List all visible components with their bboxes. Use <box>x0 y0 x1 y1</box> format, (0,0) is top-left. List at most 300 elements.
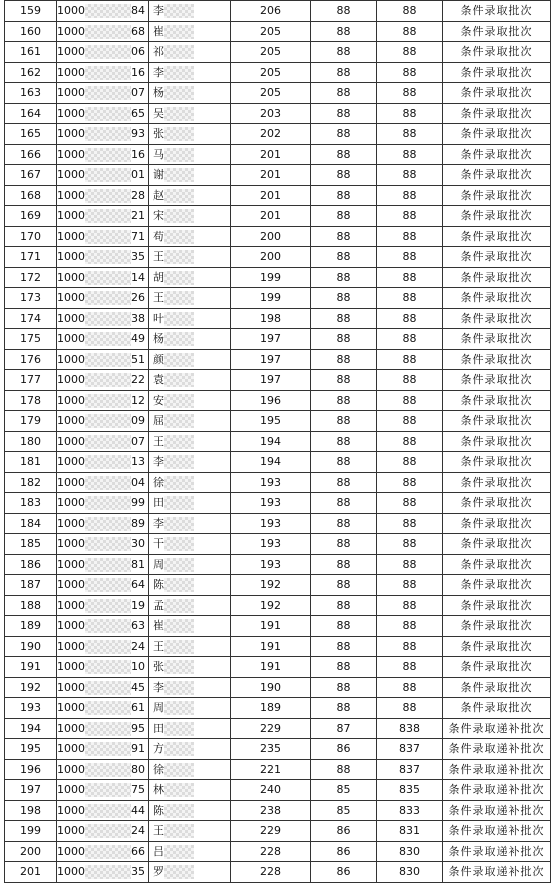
candidate-id-cell <box>57 452 149 473</box>
id-prefix: 1000 <box>57 701 85 715</box>
batch-cell: 条件录取批次 <box>443 329 551 350</box>
id-suffix: 16 <box>131 65 145 79</box>
score-cell: 240 <box>231 780 311 801</box>
rank-cell: 167 <box>5 165 57 186</box>
candidate-id-cell <box>57 657 149 678</box>
name-text: 屈 <box>153 414 164 428</box>
id-suffix: 75 <box>131 783 145 797</box>
candidate-id-cell <box>57 267 149 288</box>
score-cell: 191 <box>231 657 311 678</box>
table-row <box>5 370 551 391</box>
id-suffix: 66 <box>131 844 145 858</box>
id-suffix: 80 <box>131 762 145 776</box>
id-suffix: 30 <box>131 537 145 551</box>
candidate-id-cell <box>57 247 149 268</box>
candidate-id-cell <box>57 1 149 22</box>
name-text: 袁 <box>153 373 164 387</box>
name-text: 李 <box>153 455 164 469</box>
col5-cell: 88 <box>311 595 377 616</box>
name-cell <box>149 862 231 883</box>
col6-cell: 88 <box>377 575 443 596</box>
col5-cell: 88 <box>311 636 377 657</box>
col6-cell: 88 <box>377 1 443 22</box>
redaction-mask <box>164 209 194 223</box>
candidate-id-cell <box>57 226 149 247</box>
table-row <box>5 718 551 739</box>
rank-cell: 195 <box>5 739 57 760</box>
redaction-mask <box>85 168 131 182</box>
id-prefix: 1000 <box>57 660 85 674</box>
col5-cell: 88 <box>311 103 377 124</box>
id-prefix: 1000 <box>57 598 85 612</box>
redaction-mask <box>164 332 194 346</box>
name-cell <box>149 493 231 514</box>
name-text: 王 <box>153 291 164 305</box>
id-prefix: 1000 <box>57 742 85 756</box>
rank-cell: 182 <box>5 472 57 493</box>
redaction-mask <box>85 476 131 490</box>
rank-cell: 168 <box>5 185 57 206</box>
table-row <box>5 595 551 616</box>
col5-cell: 88 <box>311 144 377 165</box>
id-suffix: 09 <box>131 414 145 428</box>
table-row <box>5 267 551 288</box>
candidate-id-cell <box>57 206 149 227</box>
score-cell: 200 <box>231 247 311 268</box>
batch-cell: 条件录取批次 <box>443 83 551 104</box>
rank-cell: 159 <box>5 1 57 22</box>
rank-cell: 161 <box>5 42 57 63</box>
candidate-id-cell <box>57 124 149 145</box>
id-suffix: 45 <box>131 680 145 694</box>
id-suffix: 95 <box>131 721 145 735</box>
redaction-mask <box>164 558 194 572</box>
rank-cell: 185 <box>5 534 57 555</box>
table-row <box>5 821 551 842</box>
id-suffix: 63 <box>131 619 145 633</box>
name-text: 王 <box>153 639 164 653</box>
name-cell <box>149 288 231 309</box>
redaction-mask <box>85 558 131 572</box>
table-row <box>5 698 551 719</box>
table-row <box>5 226 551 247</box>
batch-cell: 条件录取批次 <box>443 534 551 555</box>
table-row <box>5 616 551 637</box>
score-cell: 199 <box>231 288 311 309</box>
rank-cell: 173 <box>5 288 57 309</box>
batch-cell: 条件录取递补批次 <box>443 821 551 842</box>
candidate-id-cell <box>57 144 149 165</box>
name-cell <box>149 390 231 411</box>
score-cell: 191 <box>231 636 311 657</box>
rank-cell: 199 <box>5 821 57 842</box>
candidate-id-cell <box>57 62 149 83</box>
col5-cell: 88 <box>311 1 377 22</box>
redaction-mask <box>164 537 194 551</box>
name-text: 张 <box>153 660 164 674</box>
redaction-mask <box>85 722 131 736</box>
name-text: 杨 <box>153 86 164 100</box>
name-text: 李 <box>153 65 164 79</box>
id-suffix: 07 <box>131 86 145 100</box>
col5-cell: 88 <box>311 185 377 206</box>
batch-cell: 条件录取批次 <box>443 42 551 63</box>
redaction-mask <box>85 783 131 797</box>
id-prefix: 1000 <box>57 147 85 161</box>
batch-cell: 条件录取批次 <box>443 62 551 83</box>
name-text: 干 <box>153 537 164 551</box>
name-cell <box>149 534 231 555</box>
name-text: 颜 <box>153 352 164 366</box>
score-cell: 194 <box>231 431 311 452</box>
batch-cell: 条件录取批次 <box>443 472 551 493</box>
id-prefix: 1000 <box>57 619 85 633</box>
score-cell: 199 <box>231 267 311 288</box>
id-suffix: 19 <box>131 598 145 612</box>
batch-cell: 条件录取批次 <box>443 226 551 247</box>
name-cell <box>149 247 231 268</box>
redaction-mask <box>164 394 194 408</box>
table-row <box>5 841 551 862</box>
name-text: 田 <box>153 721 164 735</box>
rank-cell: 164 <box>5 103 57 124</box>
table-row <box>5 575 551 596</box>
score-cell: 193 <box>231 493 311 514</box>
rank-cell: 200 <box>5 841 57 862</box>
col6-cell: 88 <box>377 472 443 493</box>
rank-cell: 170 <box>5 226 57 247</box>
redaction-mask <box>85 435 131 449</box>
name-text: 方 <box>153 742 164 756</box>
redaction-mask <box>164 517 194 531</box>
score-cell: 193 <box>231 554 311 575</box>
col6-cell: 88 <box>377 165 443 186</box>
redaction-mask <box>164 455 194 469</box>
name-cell <box>149 780 231 801</box>
candidate-id-cell <box>57 759 149 780</box>
col5-cell: 88 <box>311 493 377 514</box>
name-cell <box>149 206 231 227</box>
col6-cell: 88 <box>377 185 443 206</box>
rank-cell: 191 <box>5 657 57 678</box>
candidate-id-cell <box>57 288 149 309</box>
redaction-mask <box>164 619 194 633</box>
col6-cell: 831 <box>377 821 443 842</box>
redaction-mask <box>85 4 131 18</box>
redaction-mask <box>85 189 131 203</box>
name-cell <box>149 821 231 842</box>
candidate-id-cell <box>57 103 149 124</box>
redaction-mask <box>164 722 194 736</box>
redaction-mask <box>164 107 194 121</box>
name-text: 王 <box>153 250 164 264</box>
name-text: 崔 <box>153 24 164 38</box>
col6-cell: 830 <box>377 841 443 862</box>
score-cell: 201 <box>231 185 311 206</box>
batch-cell: 条件录取批次 <box>443 267 551 288</box>
id-prefix: 1000 <box>57 250 85 264</box>
name-cell <box>149 616 231 637</box>
name-text: 祁 <box>153 45 164 59</box>
col6-cell: 88 <box>377 329 443 350</box>
col6-cell: 88 <box>377 226 443 247</box>
rank-cell: 189 <box>5 616 57 637</box>
candidate-id-cell <box>57 636 149 657</box>
table-row <box>5 103 551 124</box>
name-cell <box>149 698 231 719</box>
score-cell: 193 <box>231 472 311 493</box>
redaction-mask <box>85 824 131 838</box>
redaction-mask <box>164 66 194 80</box>
score-cell: 193 <box>231 534 311 555</box>
batch-cell: 条件录取批次 <box>443 370 551 391</box>
batch-cell: 条件录取批次 <box>443 349 551 370</box>
name-cell <box>149 657 231 678</box>
col6-cell: 88 <box>377 144 443 165</box>
batch-cell: 条件录取批次 <box>443 124 551 145</box>
score-cell: 205 <box>231 42 311 63</box>
id-prefix: 1000 <box>57 537 85 551</box>
name-text: 孟 <box>153 598 164 612</box>
id-prefix: 1000 <box>57 65 85 79</box>
redaction-mask <box>85 209 131 223</box>
name-cell <box>149 83 231 104</box>
id-suffix: 12 <box>131 393 145 407</box>
id-prefix: 1000 <box>57 24 85 38</box>
col6-cell: 88 <box>377 657 443 678</box>
batch-cell: 条件录取批次 <box>443 1 551 22</box>
candidate-id-cell <box>57 411 149 432</box>
redaction-mask <box>85 455 131 469</box>
name-text: 马 <box>153 147 164 161</box>
batch-cell: 条件录取批次 <box>443 411 551 432</box>
table-row <box>5 206 551 227</box>
col6-cell: 88 <box>377 83 443 104</box>
col5-cell: 88 <box>311 349 377 370</box>
col5-cell: 88 <box>311 247 377 268</box>
table-row <box>5 185 551 206</box>
redaction-mask <box>85 537 131 551</box>
batch-cell: 条件录取批次 <box>443 677 551 698</box>
candidate-id-cell <box>57 329 149 350</box>
col6-cell: 88 <box>377 554 443 575</box>
score-cell: 238 <box>231 800 311 821</box>
batch-cell: 条件录取批次 <box>443 390 551 411</box>
redaction-mask <box>164 148 194 162</box>
id-suffix: 89 <box>131 516 145 530</box>
name-text: 苟 <box>153 229 164 243</box>
col6-cell: 88 <box>377 308 443 329</box>
candidate-id-cell <box>57 349 149 370</box>
redaction-mask <box>164 824 194 838</box>
col5-cell: 87 <box>311 718 377 739</box>
col6-cell: 837 <box>377 759 443 780</box>
id-suffix: 21 <box>131 209 145 223</box>
table-row <box>5 165 551 186</box>
id-suffix: 35 <box>131 250 145 264</box>
name-cell <box>149 431 231 452</box>
name-cell <box>149 62 231 83</box>
table-row <box>5 62 551 83</box>
rank-cell: 192 <box>5 677 57 698</box>
redaction-mask <box>164 640 194 654</box>
col5-cell: 88 <box>311 554 377 575</box>
score-cell: 192 <box>231 575 311 596</box>
candidate-id-cell <box>57 185 149 206</box>
rank-cell: 187 <box>5 575 57 596</box>
col5-cell: 88 <box>311 472 377 493</box>
redaction-mask <box>85 742 131 756</box>
score-cell: 235 <box>231 739 311 760</box>
batch-cell: 条件录取批次 <box>443 636 551 657</box>
id-prefix: 1000 <box>57 578 85 592</box>
candidate-id-cell <box>57 739 149 760</box>
score-cell: 194 <box>231 452 311 473</box>
batch-cell: 条件录取递补批次 <box>443 739 551 760</box>
rank-cell: 183 <box>5 493 57 514</box>
redaction-mask <box>85 291 131 305</box>
rank-cell: 201 <box>5 862 57 883</box>
rank-cell: 197 <box>5 780 57 801</box>
batch-cell: 条件录取批次 <box>443 144 551 165</box>
table-row <box>5 83 551 104</box>
redaction-mask <box>164 578 194 592</box>
name-cell <box>149 575 231 596</box>
redaction-mask <box>164 496 194 510</box>
col5-cell: 86 <box>311 739 377 760</box>
redaction-mask <box>164 25 194 39</box>
candidate-id-cell <box>57 493 149 514</box>
table-row <box>5 288 551 309</box>
table-row <box>5 780 551 801</box>
score-cell: 197 <box>231 370 311 391</box>
batch-cell: 条件录取批次 <box>443 165 551 186</box>
score-cell: 203 <box>231 103 311 124</box>
results-sheet <box>4 0 550 883</box>
id-suffix: 49 <box>131 332 145 346</box>
redaction-mask <box>85 230 131 244</box>
col5-cell: 88 <box>311 308 377 329</box>
col6-cell: 833 <box>377 800 443 821</box>
col5-cell: 88 <box>311 42 377 63</box>
table-row <box>5 739 551 760</box>
candidate-id-cell <box>57 472 149 493</box>
id-prefix: 1000 <box>57 803 85 817</box>
id-prefix: 1000 <box>57 824 85 838</box>
col6-cell: 88 <box>377 390 443 411</box>
id-suffix: 14 <box>131 270 145 284</box>
rank-cell: 193 <box>5 698 57 719</box>
id-suffix: 24 <box>131 639 145 653</box>
col6-cell: 88 <box>377 267 443 288</box>
col5-cell: 88 <box>311 124 377 145</box>
id-suffix: 16 <box>131 147 145 161</box>
name-cell <box>149 103 231 124</box>
id-suffix: 26 <box>131 291 145 305</box>
name-cell <box>149 800 231 821</box>
batch-cell: 条件录取批次 <box>443 103 551 124</box>
col6-cell: 88 <box>377 677 443 698</box>
redaction-mask <box>164 660 194 674</box>
redaction-mask <box>85 660 131 674</box>
id-prefix: 1000 <box>57 86 85 100</box>
col6-cell: 88 <box>377 534 443 555</box>
score-cell: 190 <box>231 677 311 698</box>
redaction-mask <box>164 127 194 141</box>
name-cell <box>149 452 231 473</box>
score-cell: 191 <box>231 616 311 637</box>
redaction-mask <box>85 353 131 367</box>
candidate-id-cell <box>57 431 149 452</box>
id-prefix: 1000 <box>57 455 85 469</box>
col6-cell: 830 <box>377 862 443 883</box>
table-row <box>5 247 551 268</box>
batch-cell: 条件录取批次 <box>443 595 551 616</box>
score-cell: 206 <box>231 1 311 22</box>
redaction-mask <box>164 45 194 59</box>
table-row <box>5 554 551 575</box>
name-cell <box>149 21 231 42</box>
col5-cell: 86 <box>311 841 377 862</box>
redaction-mask <box>85 148 131 162</box>
candidate-id-cell <box>57 554 149 575</box>
score-cell: 189 <box>231 698 311 719</box>
table-row <box>5 513 551 534</box>
batch-cell: 条件录取批次 <box>443 616 551 637</box>
name-text: 周 <box>153 557 164 571</box>
rank-cell: 176 <box>5 349 57 370</box>
name-text: 罗 <box>153 865 164 879</box>
table-row <box>5 42 551 63</box>
id-suffix: 65 <box>131 106 145 120</box>
table-row <box>5 349 551 370</box>
candidate-id-cell <box>57 841 149 862</box>
candidate-id-cell <box>57 698 149 719</box>
id-prefix: 1000 <box>57 844 85 858</box>
redaction-mask <box>85 312 131 326</box>
rank-cell: 179 <box>5 411 57 432</box>
rank-cell: 169 <box>5 206 57 227</box>
col6-cell: 88 <box>377 42 443 63</box>
name-text: 田 <box>153 496 164 510</box>
batch-cell: 条件录取递补批次 <box>443 800 551 821</box>
col5-cell: 88 <box>311 534 377 555</box>
id-suffix: 99 <box>131 496 145 510</box>
id-prefix: 1000 <box>57 393 85 407</box>
name-text: 崔 <box>153 619 164 633</box>
id-prefix: 1000 <box>57 516 85 530</box>
rank-cell: 165 <box>5 124 57 145</box>
redaction-mask <box>164 353 194 367</box>
candidate-id-cell <box>57 800 149 821</box>
batch-cell: 条件录取递补批次 <box>443 862 551 883</box>
table-row <box>5 862 551 883</box>
rank-cell: 178 <box>5 390 57 411</box>
col5-cell: 88 <box>311 431 377 452</box>
name-text: 张 <box>153 127 164 141</box>
col5-cell: 88 <box>311 165 377 186</box>
id-suffix: 51 <box>131 352 145 366</box>
name-text: 杨 <box>153 332 164 346</box>
candidate-id-cell <box>57 718 149 739</box>
name-text: 李 <box>153 680 164 694</box>
col5-cell: 88 <box>311 62 377 83</box>
redaction-mask <box>164 250 194 264</box>
id-suffix: 38 <box>131 311 145 325</box>
batch-cell: 条件录取递补批次 <box>443 780 551 801</box>
col6-cell: 88 <box>377 370 443 391</box>
id-suffix: 24 <box>131 824 145 838</box>
